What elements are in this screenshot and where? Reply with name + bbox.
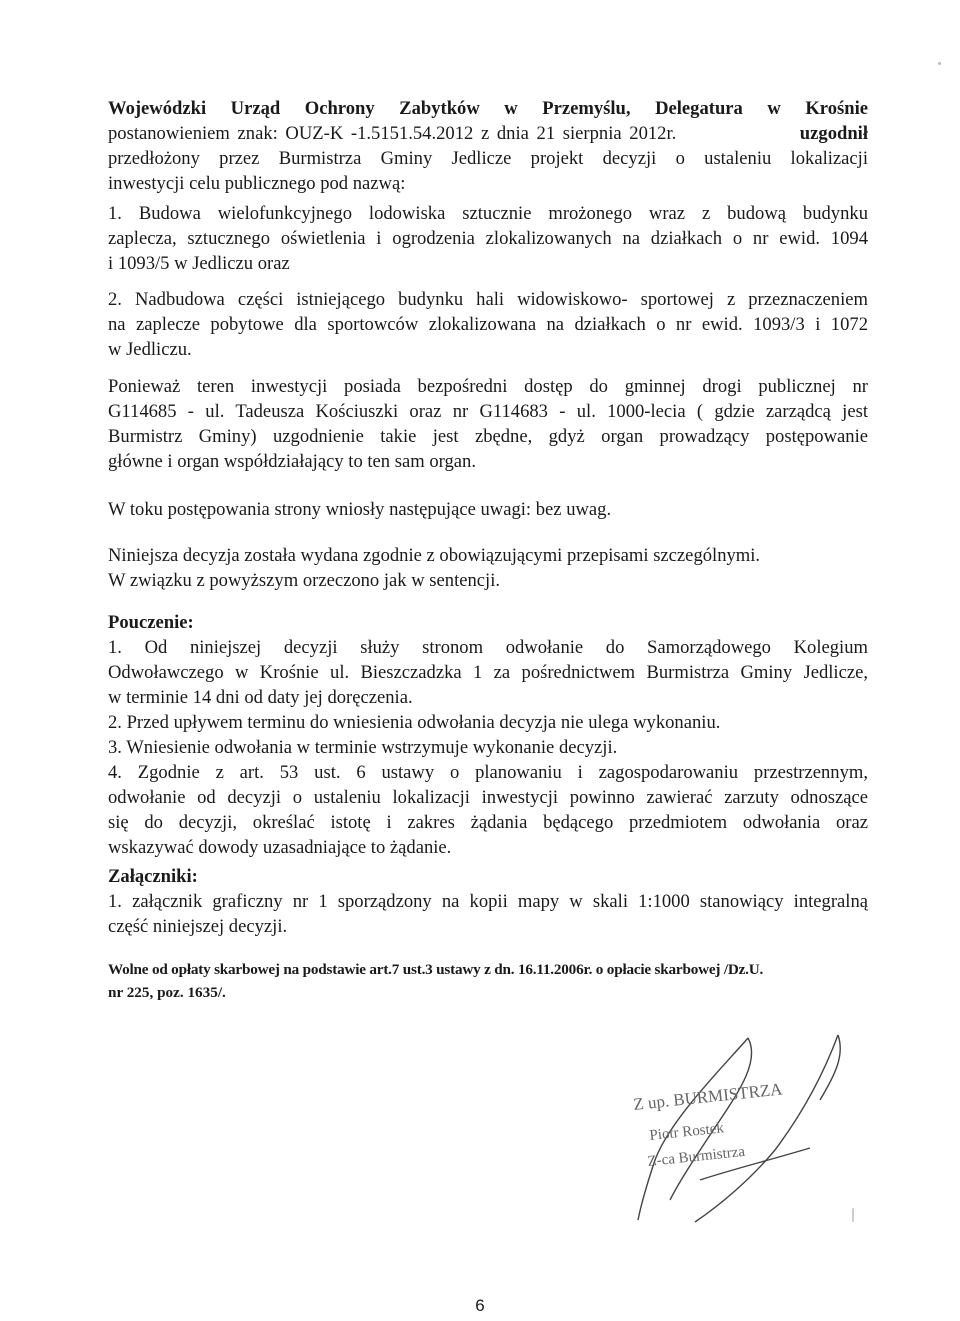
signature-stamp-graphic — [600, 1030, 880, 1230]
stamp-text — [632, 1079, 784, 1170]
pouczenie-line-2: Odwoławczego w Krośnie ul. Bieszczadzka 1 za pośrednictwem Burmistrza Gminy Jedlicze, — [108, 662, 868, 683]
investment-item-2 — [108, 287, 868, 362]
item1-line-2: zaplecza, sztucznego oświetlenia i ogrodzenia zlokalizowanych na działkach o nr ewid. 1094 — [108, 228, 868, 249]
item1-line-1: 1. Budowa wielofunkcyjnego lodowiska sztucznie mrożonego wraz z budową budynku — [108, 203, 868, 224]
access-line-1: Ponieważ teren inwestycji posiada bezpośredni dostęp do gminnej drogi publicznej nr — [108, 376, 868, 397]
pouczenie-line-8: się do decyzji, określać istotę i zakres żądania będącego przedmiotem odwołania oraz — [108, 812, 868, 833]
fee-note-line-2: nr 225, poz. 1635/. — [108, 984, 226, 1001]
issued-line-1: Niniejsza decyzja została wydana zgodnie z obowiązującymi przepisami szczególnymi. — [108, 545, 761, 566]
pouczenie-line-7: odwołanie od decyzji o ustaleniu lokalizacji inwestycji powinno zawierać zarzuty odnoszące — [108, 787, 868, 808]
zalaczniki-list — [108, 889, 868, 939]
access-line-2: G114685 - ul. Tadeusza Kościuszki oraz nr G114683 - ul. 1000-lecia ( gdzie zarządcą jest — [108, 401, 868, 422]
header-line-2 — [108, 121, 868, 146]
zalaczniki-heading: Załączniki: — [108, 866, 198, 887]
remarks-paragraph — [108, 497, 868, 522]
pouczenie-line-3: w terminie 14 dni od daty jej doręczenia. — [108, 687, 413, 708]
zalaczniki-line-1: 1. załącznik graficzny nr 1 sporządzony na kopii mapy w skali 1:1000 stanowiący integralną — [108, 891, 868, 912]
header-paragraph — [108, 96, 868, 196]
header-line-4: inwestycji celu publicznego pod nazwą: — [108, 173, 406, 194]
header-authority: Wojewódzki Urząd Ochrony Zabytków w Przemyślu, Delegatura w Krośnie — [108, 98, 868, 119]
header-line-2-bold: uzgodnił — [799, 123, 868, 144]
pouczenie-line-9: wskazywać dowody uzasadniające to żądanie. — [108, 837, 452, 858]
svg-text:Piotr Rostek: Piotr Rostek — [648, 1120, 725, 1144]
item2-line-1: 2. Nadbudowa części istniejącego budynku hali widowiskowo- sportowej z przeznaczeniem — [108, 289, 868, 310]
item1-line-3: i 1093/5 w Jedliczu oraz — [108, 253, 290, 274]
pouczenie-line-4: 2. Przed upływem terminu do wniesienia odwołania decyzja nie ulega wykonaniu. — [108, 712, 721, 733]
pouczenie-line-6: 4. Zgodnie z art. 53 ust. 6 ustawy o planowaniu i zagospodarowaniu przestrzennym, — [108, 762, 868, 783]
pouczenie-heading: Pouczenie: — [108, 612, 194, 633]
item2-line-2: na zaplecze pobytowe dla sportowców zlokalizowana na działkach o nr ewid. 1093/3 i 1072 — [108, 314, 868, 335]
item2-line-3: w Jedliczu. — [108, 339, 192, 360]
svg-text:Z-ca Burmistrza: Z-ca Burmistrza — [646, 1143, 746, 1170]
svg-text:Z up. BURMISTRZA: Z up. BURMISTRZA — [632, 1079, 784, 1114]
header-line-2-text: postanowieniem znak: OUZ-K -1.5151.54.2012 z dnia 21 sierpnia 2012r. — [108, 123, 677, 144]
page-number: 6 — [475, 1296, 485, 1315]
remarks-line: W toku postępowania strony wniosły następujące uwagi: bez uwag. — [108, 499, 612, 520]
pouczenie-list — [108, 635, 868, 860]
pouczenie-line-5: 3. Wniesienie odwołania w terminie wstrzymuje wykonanie decyzji. — [108, 737, 618, 758]
issued-paragraph — [108, 543, 868, 593]
investment-item-1 — [108, 201, 868, 276]
zalaczniki-line-2: część niniejszej decyzji. — [108, 916, 288, 937]
access-line-3: Burmistrz Gminy) uzgodnienie takie jest zbędne, gdyż organ prowadzący postępowanie — [108, 426, 868, 447]
access-paragraph — [108, 374, 868, 474]
issued-line-2: W związku z powyższym orzeczono jak w sentencji. — [108, 570, 501, 591]
fee-exemption-note — [108, 958, 868, 1004]
access-line-4: główne i organ współdziałający to ten sam organ. — [108, 451, 476, 472]
scan-mark — [852, 1208, 854, 1222]
pouczenie-line-1: 1. Od niniejszej decyzji służy stronom odwołanie do Samorządowego Kolegium — [108, 637, 868, 658]
fee-note-line-1: Wolne od opłaty skarbowej na podstawie art.7 ust.3 ustawy z dn. 16.11.2006r. o opłacie skarbowej /Dz.U. — [108, 961, 764, 978]
header-line-3: przedłożony przez Burmistrza Gminy Jedlicze projekt decyzji o ustaleniu lokalizacji — [108, 148, 868, 169]
scan-speck — [938, 62, 941, 65]
